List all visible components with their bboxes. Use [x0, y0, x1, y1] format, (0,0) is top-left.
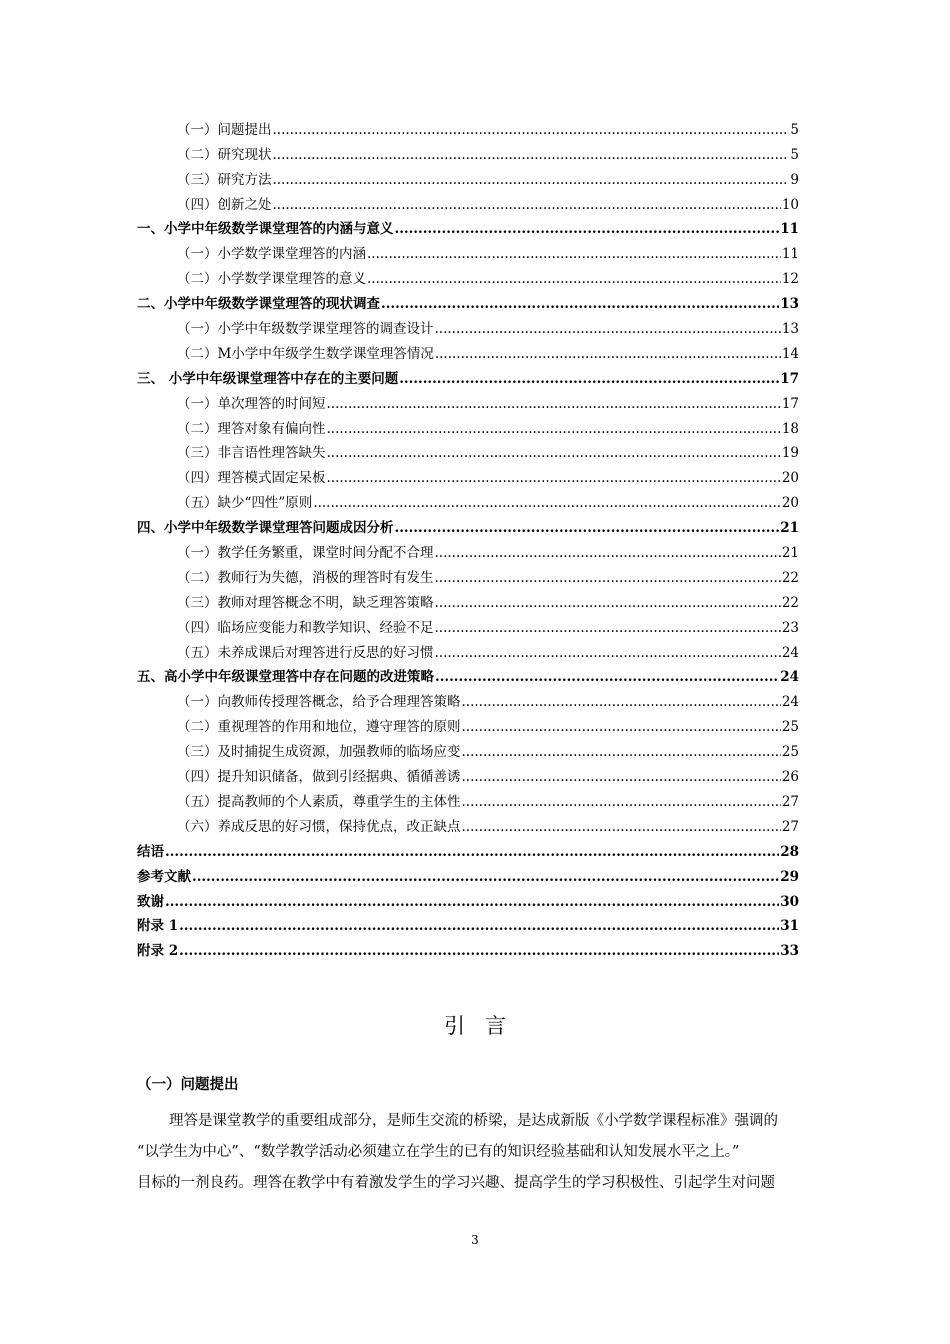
- toc-entry-label: （三）教师对理答概念不明，缺乏理答策略: [177, 594, 434, 611]
- toc-leader-dots: [435, 544, 781, 562]
- toc-entry-page: 30: [780, 893, 799, 910]
- toc-chapter-entry[interactable]: [137, 214, 799, 239]
- toc-entry-label: （四）创新之处: [177, 196, 272, 213]
- toc-chapter-entry[interactable]: [137, 861, 799, 886]
- toc-entry-label: （一）单次理答的时间短: [177, 395, 326, 412]
- toc-leader-dots: [273, 171, 790, 189]
- toc-leader-dots: [435, 345, 781, 363]
- toc-entry-page: 11: [781, 246, 799, 263]
- toc-section-entry[interactable]: [137, 462, 799, 487]
- toc-leader-dots: [179, 942, 779, 960]
- toc-chapter-entry[interactable]: [137, 662, 799, 687]
- toc-entry-label: 致谢: [137, 893, 164, 910]
- toc-section-entry[interactable]: [137, 711, 799, 736]
- toc-entry-page: 17: [781, 395, 799, 412]
- toc-entry-page: 31: [780, 918, 799, 935]
- section-title: 引言: [444, 1014, 526, 1038]
- toc-entry-label: 二、小学中年级数学课堂理答的现状调查: [137, 296, 380, 313]
- toc-entry-label: （五）未养成课后对理答进行反思的好习惯: [177, 644, 434, 661]
- toc-entry-label: 一、小学中年级数学课堂理答的内涵与意义: [137, 221, 394, 238]
- toc-section-entry[interactable]: [137, 238, 799, 263]
- toc-entry-label: （三）及时捕捉生成资源，加强教师的临场应变: [177, 744, 461, 761]
- toc-entry-label: （四）提升知识储备，做到引经据典、循循善诱: [177, 769, 461, 786]
- toc-leader-dots: [435, 668, 779, 686]
- toc-leader-dots: [192, 868, 779, 886]
- toc-entry-page: 22: [781, 569, 799, 586]
- toc-entry-page: 17: [780, 370, 799, 387]
- toc-entry-page: 10: [781, 196, 799, 213]
- paragraph-line: 目标的一剂良药。理答在教学中有着激发学生的学习兴趣、提高学生的学习积极性、引起学生对问题: [137, 1175, 775, 1191]
- toc-entry-label: （四）理答模式固定呆板: [177, 470, 326, 487]
- toc-entry-page: 25: [781, 744, 799, 761]
- toc-entry-page: 29: [780, 868, 799, 885]
- toc-entry-page: 12: [781, 271, 799, 288]
- toc-section-entry[interactable]: [137, 263, 799, 288]
- toc-section-entry[interactable]: [137, 487, 799, 512]
- toc-entry-label: （五）缺少“四性”原则: [177, 495, 313, 512]
- toc-leader-dots: [435, 320, 781, 338]
- toc-section-entry[interactable]: [137, 811, 799, 836]
- toc-entry-page: 19: [781, 445, 799, 462]
- toc-entry-label: （二）理答对象有偏向性: [177, 420, 326, 437]
- toc-section-entry[interactable]: [137, 686, 799, 711]
- toc-leader-dots: [462, 793, 781, 811]
- toc-entry-page: 21: [781, 545, 799, 562]
- toc-chapter-entry[interactable]: [137, 512, 799, 537]
- toc-entry-label: （二）教师行为失德，消极的理答时有发生: [177, 569, 434, 586]
- toc-chapter-entry[interactable]: [137, 935, 799, 960]
- toc-entry-page: 25: [781, 719, 799, 736]
- toc-entry-label: 五、高小学中年级课堂理答中存在问题的改进策略: [137, 669, 434, 686]
- toc-section-entry[interactable]: [137, 313, 799, 338]
- page-number: 3: [471, 1233, 479, 1247]
- toc-entry-label: （三）非言语性理答缺失: [177, 445, 326, 462]
- toc-section-entry[interactable]: [137, 189, 799, 214]
- toc-leader-dots: [395, 519, 780, 537]
- paragraph-line: 理答是课堂教学的重要组成部分，是师生交流的桥梁，是达成新版《小学数学课程标准》强调的: [169, 1113, 778, 1129]
- toc-entry-label: 参考文献: [137, 868, 191, 885]
- toc-entry-label: （一）小学数学课堂理答的内涵: [177, 246, 366, 263]
- toc-leader-dots: [462, 818, 781, 836]
- toc-entry-page: 5: [790, 146, 799, 163]
- toc-entry-page: 23: [781, 619, 799, 636]
- body-paragraph: [137, 1106, 861, 1199]
- toc-leader-dots: [399, 370, 779, 388]
- toc-entry-page: 33: [780, 943, 799, 960]
- toc-entry-page: 27: [781, 818, 799, 835]
- toc-section-entry[interactable]: [137, 736, 799, 761]
- toc-leader-dots: [165, 843, 779, 861]
- toc-entry-page: 13: [780, 296, 799, 313]
- toc-entry-label: 附录 1: [137, 918, 179, 935]
- toc-chapter-entry[interactable]: [137, 363, 799, 388]
- toc-entry-page: 24: [781, 694, 799, 711]
- toc-leader-dots: [462, 768, 781, 786]
- toc-section-entry[interactable]: [137, 786, 799, 811]
- toc-leader-dots: [273, 121, 790, 139]
- toc-leader-dots: [462, 743, 781, 761]
- toc-entry-page: 14: [781, 345, 799, 362]
- toc-entry-page: 11: [780, 221, 799, 238]
- toc-leader-dots: [327, 395, 781, 413]
- table-of-contents: [137, 114, 799, 960]
- toc-chapter-entry[interactable]: [137, 911, 799, 936]
- toc-entry-label: （二）重视理答的作用和地位，遵守理答的原则: [177, 719, 461, 736]
- toc-leader-dots: [367, 270, 781, 288]
- toc-leader-dots: [381, 295, 779, 313]
- toc-entry-label: （二）小学数学课堂理答的意义: [177, 271, 366, 288]
- toc-section-entry[interactable]: [137, 164, 799, 189]
- toc-entry-page: 28: [780, 843, 799, 860]
- toc-entry-page: 27: [781, 793, 799, 810]
- toc-section-entry[interactable]: [137, 612, 799, 637]
- toc-section-entry[interactable]: [137, 637, 799, 662]
- toc-leader-dots: [313, 494, 781, 512]
- toc-leader-dots: [273, 196, 781, 214]
- toc-section-entry[interactable]: [137, 438, 799, 463]
- toc-entry-page: 13: [781, 321, 799, 338]
- toc-leader-dots: [179, 917, 779, 935]
- toc-entry-label: （二）M小学中年级学生数学课堂理答情况: [177, 345, 434, 362]
- toc-chapter-entry[interactable]: [137, 836, 799, 861]
- toc-section-entry[interactable]: [137, 537, 799, 562]
- toc-section-entry[interactable]: [137, 139, 799, 164]
- toc-section-entry[interactable]: [137, 587, 799, 612]
- toc-entry-page: 20: [781, 470, 799, 487]
- toc-leader-dots: [435, 594, 781, 612]
- toc-leader-dots: [435, 619, 781, 637]
- toc-entry-page: 24: [781, 644, 799, 661]
- toc-leader-dots: [435, 644, 781, 662]
- toc-entry-label: （四）临场应变能力和教学知识、经验不足: [177, 619, 434, 636]
- toc-section-entry[interactable]: [137, 114, 799, 139]
- toc-entry-page: 9: [790, 171, 799, 188]
- toc-leader-dots: [273, 146, 790, 164]
- toc-entry-page: 26: [781, 769, 799, 786]
- toc-section-entry[interactable]: [137, 761, 799, 786]
- sub-heading: （一）问题提出: [137, 1077, 239, 1093]
- toc-leader-dots: [327, 420, 781, 438]
- toc-entry-page: 22: [781, 594, 799, 611]
- toc-entry-label: （二）研究现状: [177, 146, 272, 163]
- toc-entry-label: （一）小学中年级数学课堂理答的调查设计: [177, 321, 434, 338]
- toc-leader-dots: [327, 444, 781, 462]
- toc-entry-label: （五）提高教师的个人素质，尊重学生的主体性: [177, 793, 461, 810]
- toc-entry-label: 四、小学中年级数学课堂理答问题成因分析: [137, 520, 394, 537]
- toc-section-entry[interactable]: [137, 413, 799, 438]
- toc-entry-label: 结语: [137, 843, 164, 860]
- toc-section-entry[interactable]: [137, 388, 799, 413]
- toc-leader-dots: [327, 469, 781, 487]
- toc-entry-page: 18: [781, 420, 799, 437]
- toc-entry-page: 24: [780, 669, 799, 686]
- toc-entry-label: 附录 2: [137, 943, 179, 960]
- toc-entry-label: （六）养成反思的好习惯，保持优点，改正缺点: [177, 818, 461, 835]
- toc-entry-label: （一）教学任务繁重，课堂时间分配不合理: [177, 545, 434, 562]
- toc-leader-dots: [462, 718, 781, 736]
- toc-entry-label: （一）问题提出: [177, 121, 272, 138]
- toc-entry-label: （一）向教师传授理答概念，给予合理理答策略: [177, 694, 461, 711]
- toc-entry-label: （三）研究方法: [177, 171, 272, 188]
- toc-leader-dots: [395, 220, 780, 238]
- toc-entry-page: 20: [781, 495, 799, 512]
- toc-section-entry[interactable]: [137, 562, 799, 587]
- toc-leader-dots: [165, 893, 779, 911]
- toc-chapter-entry[interactable]: [137, 288, 799, 313]
- toc-entry-page: 5: [790, 121, 799, 138]
- toc-entry-label: 三、 小学中年级课堂理答中存在的主要问题: [137, 370, 399, 387]
- toc-leader-dots: [367, 245, 781, 263]
- toc-leader-dots: [462, 693, 781, 711]
- toc-entry-page: 21: [780, 520, 799, 537]
- toc-section-entry[interactable]: [137, 338, 799, 363]
- toc-leader-dots: [435, 569, 781, 587]
- toc-chapter-entry[interactable]: [137, 886, 799, 911]
- paragraph-line: “以学生为中心”、“数学教学活动必须建立在学生的已有的知识经验基础和认知发展水平之上。”: [137, 1144, 740, 1160]
